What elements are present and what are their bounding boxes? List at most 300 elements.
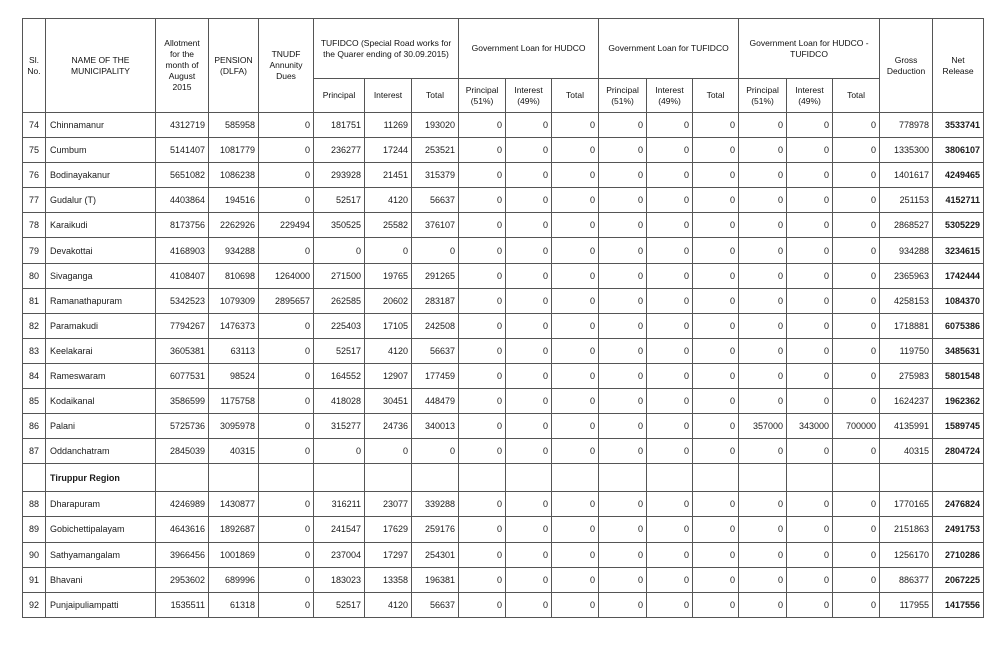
cell-tufidco-interest: 13358 [365, 567, 412, 592]
cell-tufidco-principal: 241547 [314, 517, 365, 542]
cell-tufidco-interest: 20602 [365, 288, 412, 313]
cell-tufidco-total: 196381 [412, 567, 459, 592]
cell-sl-no: 88 [23, 492, 46, 517]
cell-hudco-tufidco-interest: 0 [787, 389, 833, 414]
cell-tufidco-principal: 237004 [314, 542, 365, 567]
cell-tufidco-principal: 262585 [314, 288, 365, 313]
sub-header-principal: Principal [314, 79, 365, 113]
cell-gl-tufidco-principal: 0 [599, 238, 647, 263]
cell-tnudf: 0 [259, 313, 314, 338]
cell-net-release: 1589745 [933, 414, 984, 439]
cell-gl-tufidco-total: 0 [693, 592, 739, 617]
table-row [23, 188, 984, 213]
cell-tufidco-interest: 30451 [365, 389, 412, 414]
cell-net-release: 3806107 [933, 138, 984, 163]
cell-hudco-tufidco-total: 0 [833, 113, 880, 138]
cell-hudco-tufidco-principal: 0 [739, 492, 787, 517]
cell-gl-tufidco-interest: 0 [647, 238, 693, 263]
group-header-gl-tufidco: Government Loan for TUFIDCO [599, 19, 739, 79]
cell-net-release: 2710286 [933, 542, 984, 567]
cell-pension: 1081779 [209, 138, 259, 163]
cell-hudco-tufidco-interest: 0 [787, 138, 833, 163]
cell-tufidco-principal: 164552 [314, 363, 365, 388]
cell-allotment: 4403864 [156, 188, 209, 213]
cell-tufidco-principal: 0 [314, 238, 365, 263]
cell-hudco-total: 0 [552, 238, 599, 263]
cell-tufidco-principal: 0 [314, 439, 365, 464]
cell-hudco-total: 0 [552, 567, 599, 592]
cell-hudco-total: 0 [552, 363, 599, 388]
cell-gl-tufidco-total: 0 [693, 188, 739, 213]
cell-hudco-tufidco-principal: 0 [739, 238, 787, 263]
cell-tufidco-principal: 52517 [314, 188, 365, 213]
cell-sl-no: 86 [23, 414, 46, 439]
cell-tufidco-interest: 24736 [365, 414, 412, 439]
cell-hudco-tufidco-principal: 0 [739, 138, 787, 163]
cell-gl-tufidco-interest: 0 [647, 592, 693, 617]
municipality-allotment-table [22, 18, 984, 618]
cell-hudco-interest: 0 [506, 288, 552, 313]
cell-gl-tufidco-total: 0 [693, 288, 739, 313]
cell-gross-deduction: 1401617 [880, 163, 933, 188]
cell-gross-deduction: 1624237 [880, 389, 933, 414]
cell-tnudf: 0 [259, 492, 314, 517]
cell-gl-tufidco-interest: 0 [647, 517, 693, 542]
cell-tnudf: 0 [259, 542, 314, 567]
cell-allotment: 8173756 [156, 213, 209, 238]
cell-hudco-tufidco-total: 0 [833, 313, 880, 338]
cell-hudco-tufidco-total: 0 [833, 592, 880, 617]
sub-header-interest-49: Interest (49%) [506, 79, 552, 113]
cell-hudco-tufidco-principal: 0 [739, 363, 787, 388]
cell-tnudf: 0 [259, 517, 314, 542]
cell-allotment: 6077531 [156, 363, 209, 388]
cell-hudco-tufidco-total: 0 [833, 238, 880, 263]
cell-tufidco-total: 0 [412, 439, 459, 464]
cell-gl-tufidco-total: 0 [693, 213, 739, 238]
cell-hudco-interest: 0 [506, 213, 552, 238]
cell-gl-tufidco-total: 0 [693, 138, 739, 163]
cell-hudco-tufidco-interest: 0 [787, 288, 833, 313]
cell-tufidco-principal: 181751 [314, 113, 365, 138]
cell-gl-tufidco-principal: 0 [599, 492, 647, 517]
cell-gross-deduction: 1718881 [880, 313, 933, 338]
cell-gl-tufidco-total: 0 [693, 263, 739, 288]
cell-tnudf: 0 [259, 338, 314, 363]
cell-tufidco-total: 0 [412, 238, 459, 263]
cell-net-release: 5801548 [933, 363, 984, 388]
sub-header-total: Total [412, 79, 459, 113]
cell-pension: 98524 [209, 363, 259, 388]
cell-allotment: 7794267 [156, 313, 209, 338]
cell-gl-tufidco-principal: 0 [599, 414, 647, 439]
cell-gl-tufidco-interest: 0 [647, 288, 693, 313]
cell-hudco-tufidco-interest: 0 [787, 313, 833, 338]
cell-hudco-tufidco-principal: 0 [739, 439, 787, 464]
cell-tnudf: 0 [259, 238, 314, 263]
cell-hudco-principal: 0 [459, 542, 506, 567]
cell-tufidco-interest: 11269 [365, 113, 412, 138]
cell-municipality-name: Kodaikanal [46, 389, 156, 414]
cell-hudco-tufidco-principal: 0 [739, 389, 787, 414]
cell-net-release: 1742444 [933, 263, 984, 288]
cell-tnudf: 0 [259, 567, 314, 592]
table-row [23, 313, 984, 338]
cell-hudco-total: 0 [552, 138, 599, 163]
cell-sl-no: 91 [23, 567, 46, 592]
cell-tufidco-interest: 17629 [365, 517, 412, 542]
cell-municipality-name: Rameswaram [46, 363, 156, 388]
cell-allotment: 5651082 [156, 163, 209, 188]
cell-tufidco-total: 253521 [412, 138, 459, 163]
sub-header-total: Total [693, 79, 739, 113]
cell-net-release: 1084370 [933, 288, 984, 313]
cell-gross-deduction: 1335300 [880, 138, 933, 163]
cell-hudco-tufidco-interest: 343000 [787, 414, 833, 439]
cell-gross-deduction: 117955 [880, 592, 933, 617]
cell-hudco-interest: 0 [506, 163, 552, 188]
cell-net-release: 2491753 [933, 517, 984, 542]
cell-hudco-tufidco-interest: 0 [787, 363, 833, 388]
cell-pension: 2262926 [209, 213, 259, 238]
cell-hudco-tufidco-interest: 0 [787, 263, 833, 288]
cell-gl-tufidco-total: 0 [693, 238, 739, 263]
cell-gl-tufidco-total: 0 [693, 338, 739, 363]
table-row [23, 338, 984, 363]
table-row [23, 163, 984, 188]
cell-gross-deduction: 119750 [880, 338, 933, 363]
cell-hudco-principal: 0 [459, 592, 506, 617]
cell-municipality-name: Sathyamangalam [46, 542, 156, 567]
cell-pension: 63113 [209, 338, 259, 363]
cell-net-release: 1962362 [933, 389, 984, 414]
cell-hudco-tufidco-total: 0 [833, 492, 880, 517]
cell-municipality-name: Punjaipuliampatti [46, 592, 156, 617]
cell-tufidco-interest: 17244 [365, 138, 412, 163]
cell-hudco-tufidco-total: 700000 [833, 414, 880, 439]
region-section [23, 464, 984, 492]
cell-net-release: 3485631 [933, 338, 984, 363]
cell-hudco-principal: 0 [459, 338, 506, 363]
cell-gross-deduction: 886377 [880, 567, 933, 592]
cell-gross-deduction: 1256170 [880, 542, 933, 567]
cell-net-release: 4152711 [933, 188, 984, 213]
cell-gross-deduction: 4135991 [880, 414, 933, 439]
cell-pension: 1001869 [209, 542, 259, 567]
cell-sl-no: 74 [23, 113, 46, 138]
sub-header-interest-49: Interest (49%) [787, 79, 833, 113]
cell-hudco-tufidco-interest: 0 [787, 238, 833, 263]
cell-tufidco-interest: 0 [365, 439, 412, 464]
cell-municipality-name: Keelakarai [46, 338, 156, 363]
cell-municipality-name: Paramakudi [46, 313, 156, 338]
cell-hudco-total: 0 [552, 188, 599, 213]
col-header-tnudf: TNUDF Annunity Dues [259, 19, 314, 113]
cell-gl-tufidco-principal: 0 [599, 389, 647, 414]
table-body-lower [23, 492, 984, 617]
cell-hudco-tufidco-interest: 0 [787, 338, 833, 363]
col-header-pension: PENSION (DLFA) [209, 19, 259, 113]
cell-tufidco-principal: 293928 [314, 163, 365, 188]
cell-tnudf: 0 [259, 592, 314, 617]
cell-tufidco-interest: 4120 [365, 592, 412, 617]
cell-gl-tufidco-total: 0 [693, 389, 739, 414]
cell-gross-deduction: 2868527 [880, 213, 933, 238]
cell-sl-no: 80 [23, 263, 46, 288]
cell-tufidco-total: 448479 [412, 389, 459, 414]
cell-allotment: 3966456 [156, 542, 209, 567]
cell-hudco-total: 0 [552, 517, 599, 542]
table-row [23, 517, 984, 542]
cell-tnudf: 0 [259, 138, 314, 163]
cell-gl-tufidco-interest: 0 [647, 188, 693, 213]
cell-hudco-interest: 0 [506, 414, 552, 439]
cell-tufidco-interest: 17105 [365, 313, 412, 338]
cell-pension: 689996 [209, 567, 259, 592]
cell-sl-no: 79 [23, 238, 46, 263]
cell-hudco-principal: 0 [459, 238, 506, 263]
cell-hudco-principal: 0 [459, 492, 506, 517]
cell-gl-tufidco-principal: 0 [599, 263, 647, 288]
table-row [23, 238, 984, 263]
cell-tufidco-principal: 271500 [314, 263, 365, 288]
cell-tufidco-interest: 21451 [365, 163, 412, 188]
cell-hudco-interest: 0 [506, 492, 552, 517]
cell-sl-no: 81 [23, 288, 46, 313]
cell-hudco-total: 0 [552, 592, 599, 617]
cell-gl-tufidco-interest: 0 [647, 338, 693, 363]
cell-gl-tufidco-principal: 0 [599, 138, 647, 163]
cell-pension: 1079309 [209, 288, 259, 313]
cell-hudco-tufidco-total: 0 [833, 389, 880, 414]
cell-gl-tufidco-principal: 0 [599, 338, 647, 363]
cell-sl-no: 92 [23, 592, 46, 617]
cell-tufidco-total: 56637 [412, 338, 459, 363]
cell-hudco-principal: 0 [459, 213, 506, 238]
cell-tufidco-total: 339288 [412, 492, 459, 517]
cell-allotment: 5141407 [156, 138, 209, 163]
cell-municipality-name: Gudalur (T) [46, 188, 156, 213]
cell-municipality-name: Bodinayakanur [46, 163, 156, 188]
cell-gross-deduction: 251153 [880, 188, 933, 213]
cell-pension: 1086238 [209, 163, 259, 188]
table-row [23, 288, 984, 313]
cell-gl-tufidco-total: 0 [693, 313, 739, 338]
cell-sl-no: 90 [23, 542, 46, 567]
cell-gl-tufidco-principal: 0 [599, 188, 647, 213]
table-row [23, 263, 984, 288]
cell-tufidco-principal: 350525 [314, 213, 365, 238]
group-header-hudco-tufidco: Government Loan for HUDCO - TUFIDCO [739, 19, 880, 79]
cell-net-release: 2067225 [933, 567, 984, 592]
cell-tufidco-principal: 315277 [314, 414, 365, 439]
cell-gl-tufidco-interest: 0 [647, 313, 693, 338]
cell-hudco-interest: 0 [506, 389, 552, 414]
cell-gl-tufidco-total: 0 [693, 542, 739, 567]
cell-hudco-tufidco-principal: 0 [739, 592, 787, 617]
cell-tufidco-principal: 418028 [314, 389, 365, 414]
cell-gl-tufidco-principal: 0 [599, 517, 647, 542]
cell-hudco-principal: 0 [459, 288, 506, 313]
cell-hudco-tufidco-interest: 0 [787, 113, 833, 138]
cell-net-release: 5305229 [933, 213, 984, 238]
region-row [23, 464, 984, 492]
cell-hudco-tufidco-principal: 0 [739, 313, 787, 338]
sub-header-total: Total [833, 79, 880, 113]
cell-hudco-principal: 0 [459, 517, 506, 542]
cell-hudco-tufidco-total: 0 [833, 517, 880, 542]
cell-gl-tufidco-interest: 0 [647, 439, 693, 464]
cell-municipality-name: Palani [46, 414, 156, 439]
cell-gl-tufidco-principal: 0 [599, 213, 647, 238]
col-header-gross-deduction: Gross Deduction [880, 19, 933, 113]
cell-gl-tufidco-interest: 0 [647, 542, 693, 567]
cell-gl-tufidco-principal: 0 [599, 113, 647, 138]
cell-hudco-principal: 0 [459, 389, 506, 414]
cell-sl-no: 84 [23, 363, 46, 388]
cell-gl-tufidco-total: 0 [693, 414, 739, 439]
table-row [23, 414, 984, 439]
cell-gross-deduction: 275983 [880, 363, 933, 388]
cell-hudco-tufidco-total: 0 [833, 138, 880, 163]
cell-net-release: 3234615 [933, 238, 984, 263]
cell-hudco-interest: 0 [506, 592, 552, 617]
cell-allotment: 4168903 [156, 238, 209, 263]
table-header [23, 19, 984, 113]
table-row [23, 592, 984, 617]
cell-gl-tufidco-interest: 0 [647, 363, 693, 388]
cell-gl-tufidco-total: 0 [693, 113, 739, 138]
table-row [23, 363, 984, 388]
cell-gl-tufidco-total: 0 [693, 163, 739, 188]
cell-hudco-interest: 0 [506, 439, 552, 464]
cell-hudco-principal: 0 [459, 414, 506, 439]
cell-gl-tufidco-interest: 0 [647, 389, 693, 414]
cell-gl-tufidco-interest: 0 [647, 213, 693, 238]
cell-hudco-tufidco-total: 0 [833, 188, 880, 213]
cell-tufidco-principal: 236277 [314, 138, 365, 163]
col-header-allotment: Allotment for the month of August 2015 [156, 19, 209, 113]
cell-sl-no: 77 [23, 188, 46, 213]
cell-municipality-name: Chinnamanur [46, 113, 156, 138]
cell-hudco-total: 0 [552, 338, 599, 363]
cell-hudco-tufidco-total: 0 [833, 163, 880, 188]
cell-tufidco-total: 242508 [412, 313, 459, 338]
cell-municipality-name: Bhavani [46, 567, 156, 592]
cell-tufidco-total: 376107 [412, 213, 459, 238]
cell-hudco-tufidco-interest: 0 [787, 542, 833, 567]
cell-hudco-principal: 0 [459, 439, 506, 464]
cell-sl-no: 78 [23, 213, 46, 238]
cell-hudco-tufidco-principal: 0 [739, 113, 787, 138]
col-header-sl-no: Sl. No. [23, 19, 46, 113]
cell-hudco-tufidco-total: 0 [833, 338, 880, 363]
table-row [23, 213, 984, 238]
cell-tufidco-interest: 25582 [365, 213, 412, 238]
cell-tufidco-total: 254301 [412, 542, 459, 567]
cell-tufidco-interest: 12907 [365, 363, 412, 388]
cell-gl-tufidco-total: 0 [693, 567, 739, 592]
sub-header-total: Total [552, 79, 599, 113]
cell-gl-tufidco-total: 0 [693, 492, 739, 517]
cell-hudco-tufidco-principal: 0 [739, 288, 787, 313]
cell-hudco-tufidco-interest: 0 [787, 213, 833, 238]
cell-tufidco-interest: 23077 [365, 492, 412, 517]
cell-gl-tufidco-total: 0 [693, 439, 739, 464]
table-body-upper [23, 113, 984, 464]
cell-hudco-principal: 0 [459, 567, 506, 592]
cell-sl-no: 76 [23, 163, 46, 188]
cell-hudco-tufidco-interest: 0 [787, 188, 833, 213]
cell-hudco-total: 0 [552, 389, 599, 414]
cell-hudco-total: 0 [552, 313, 599, 338]
group-header-hudco: Government Loan for HUDCO [459, 19, 599, 79]
cell-hudco-tufidco-principal: 0 [739, 188, 787, 213]
cell-hudco-tufidco-interest: 0 [787, 492, 833, 517]
cell-hudco-total: 0 [552, 439, 599, 464]
cell-hudco-total: 0 [552, 163, 599, 188]
cell-gl-tufidco-principal: 0 [599, 542, 647, 567]
cell-gl-tufidco-interest: 0 [647, 414, 693, 439]
allotment-document [22, 18, 983, 618]
group-header-tufidco: TUFIDCO (Special Road works for the Quarer ending of 30.09.2015) [314, 19, 459, 79]
table-row [23, 138, 984, 163]
cell-net-release: 1417556 [933, 592, 984, 617]
cell-gl-tufidco-principal: 0 [599, 163, 647, 188]
cell-gross-deduction: 1770165 [880, 492, 933, 517]
cell-tnudf: 0 [259, 389, 314, 414]
cell-hudco-interest: 0 [506, 363, 552, 388]
cell-hudco-tufidco-principal: 0 [739, 163, 787, 188]
cell-tufidco-principal: 225403 [314, 313, 365, 338]
cell-municipality-name: Cumbum [46, 138, 156, 163]
cell-tufidco-interest: 0 [365, 238, 412, 263]
cell-pension: 810698 [209, 263, 259, 288]
cell-allotment: 4643616 [156, 517, 209, 542]
cell-tufidco-total: 259176 [412, 517, 459, 542]
cell-net-release: 4249465 [933, 163, 984, 188]
cell-hudco-tufidco-principal: 0 [739, 338, 787, 363]
cell-allotment: 4246989 [156, 492, 209, 517]
cell-municipality-name: Ramanathapuram [46, 288, 156, 313]
cell-gl-tufidco-principal: 0 [599, 567, 647, 592]
cell-gross-deduction: 2365963 [880, 263, 933, 288]
cell-hudco-tufidco-total: 0 [833, 567, 880, 592]
cell-hudco-tufidco-interest: 0 [787, 517, 833, 542]
cell-pension: 194516 [209, 188, 259, 213]
cell-net-release: 2476824 [933, 492, 984, 517]
cell-tufidco-interest: 4120 [365, 188, 412, 213]
cell-tufidco-total: 315379 [412, 163, 459, 188]
cell-hudco-interest: 0 [506, 188, 552, 213]
cell-tufidco-total: 193020 [412, 113, 459, 138]
cell-pension: 1430877 [209, 492, 259, 517]
cell-hudco-tufidco-interest: 0 [787, 163, 833, 188]
cell-municipality-name: Gobichettipalayam [46, 517, 156, 542]
cell-net-release: 6075386 [933, 313, 984, 338]
cell-allotment: 2845039 [156, 439, 209, 464]
cell-hudco-tufidco-principal: 0 [739, 542, 787, 567]
cell-hudco-tufidco-total: 0 [833, 288, 880, 313]
cell-tnudf: 1264000 [259, 263, 314, 288]
cell-gl-tufidco-interest: 0 [647, 567, 693, 592]
cell-tufidco-total: 291265 [412, 263, 459, 288]
cell-gl-tufidco-interest: 0 [647, 163, 693, 188]
cell-hudco-interest: 0 [506, 542, 552, 567]
cell-hudco-total: 0 [552, 213, 599, 238]
cell-gross-deduction: 2151863 [880, 517, 933, 542]
cell-allotment: 4312719 [156, 113, 209, 138]
